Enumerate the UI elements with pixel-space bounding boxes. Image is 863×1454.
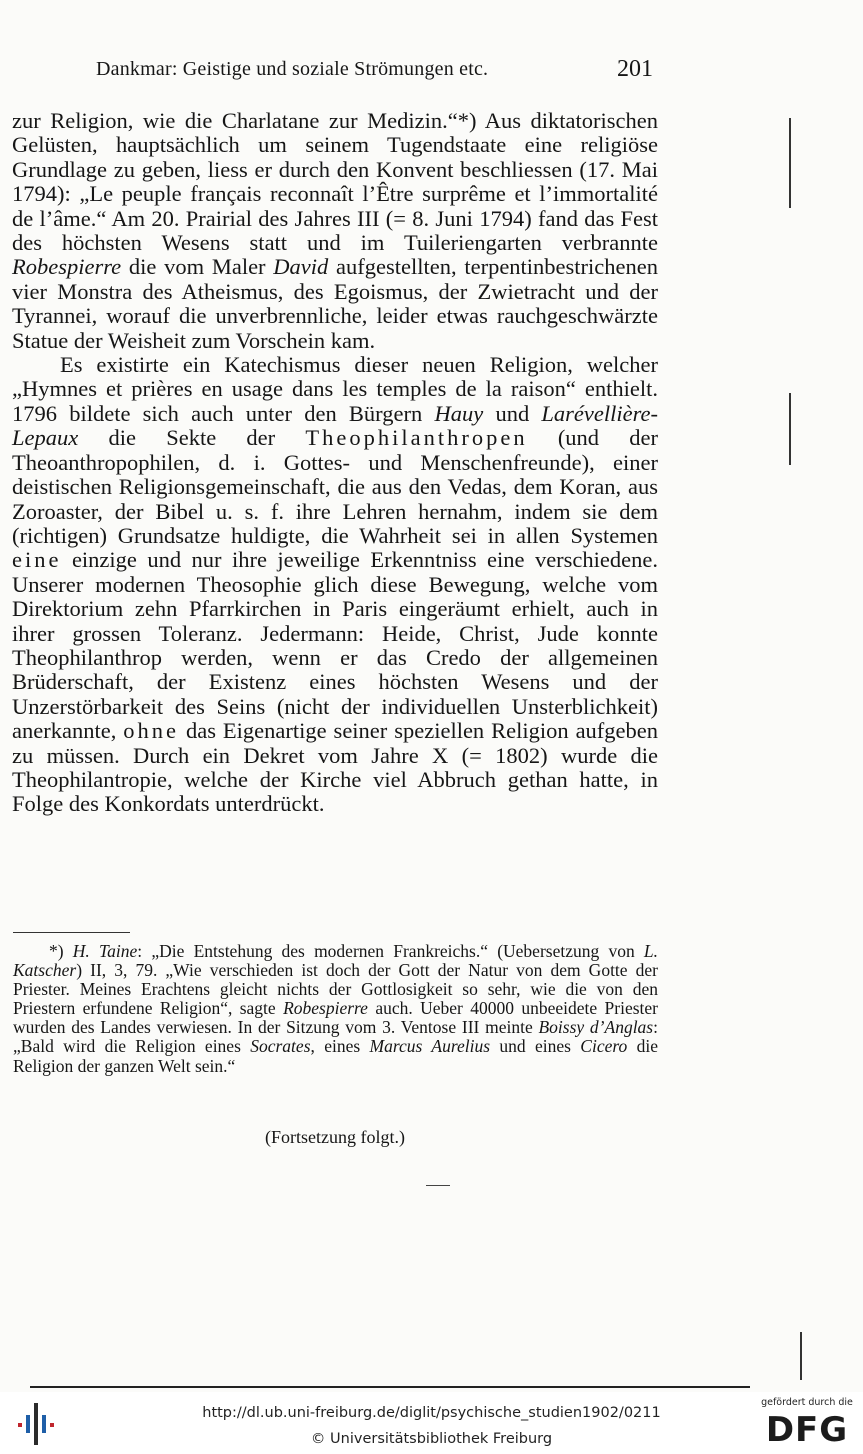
text-run: das Eigenartige seiner speziellen Religion aufgeben zu müssen. Durch ein Dekret vom Jahre X (= 1802) wurde die Theophilantropie, welche der Kirche viel Abbruch gethan hatte, in Folge des Konkordats unterdrückt. (12, 718, 659, 817)
person-name: Marcus Aurelius (369, 1036, 491, 1057)
text-run: Es existirte ein Katechismus dieser neuen Religion, welcher „Hymnes et prières en usage dans les temples de la raison“ enthielt. 1796 bildete sich auch unter den Bürgern (12, 352, 658, 426)
person-name: L. Katscher (13, 941, 659, 981)
continuation-note: (Fortsetzung folgt.) (265, 1127, 405, 1147)
person-name: Socrates (250, 1036, 311, 1057)
person-name: Hauy (434, 400, 484, 426)
text-run: zur Religion, wie die Charlatane zur Medizin.“*) Aus diktatorischen Gelüsten, hauptsächlich um seinem Tugendstaate eine religiöse Grundlage zu geben, liess er durch den Konvent beschliessen (17. Mai 1794): „Le peuple français reconnaît l’Être surprême et l’immortalité de l’âme.“ Am 20. Prairial des Jahres III (= 8. Juni 1794) fand das Fest des höchsten Wesens statt und im Tuileriengarten verbrannte (12, 108, 658, 256)
footnote-rule (13, 932, 130, 933)
dfg-logo: DFG (765, 1410, 849, 1450)
footnote-text (13, 942, 658, 1076)
end-dash (426, 1185, 450, 1186)
text-run: die vom Maler (128, 254, 266, 280)
paragraph-2 (12, 353, 658, 817)
text-run: : „Die Entstehung des modernen Frankreichs.“ (Uebersetzung von (137, 941, 635, 961)
text-run: und eines (499, 1036, 571, 1057)
footnote-mark: *) (49, 941, 64, 961)
text-run: aufgestellten, terpentinbestrichenen vier Monstra des Atheismus, des Egoismus, der Zwietracht und der Tyrannei, worauf die unverbrennliche, leider etwas rauchgeschwärzte Statue der Weisheit zum Vorschein kam. (12, 254, 659, 353)
text-run: die Religion der ganzen Welt sein.“ (13, 1036, 659, 1076)
spaced-emphasis: Theophilanthropen (305, 425, 528, 451)
footnote (13, 942, 658, 1076)
person-name: Larévellière-Lepaux (12, 400, 659, 451)
text-run: (und der Theoanthropophilen, d. i. Gottes- und Menschenfreunde), einer deistischen Religionsgemeinschaft, die aus den Vedas, dem Koran, aus Zoroaster, der Bibel u. s. f. ihre Lehren hernahm, indem sie dem (richtigen) Grundsatze huldigte, die Wahrheit sei in allen Systemen (12, 425, 659, 548)
person-name: Boissy d’Anglas (538, 1017, 654, 1038)
running-title: Dankmar: Geistige und soziale Strömungen etc. (96, 58, 489, 80)
scan-bottom-edge (30, 1386, 750, 1388)
text-run: auch. Ueber 40000 unbeeidete Priester wurden des Landes verwiesen. In der Sitzung vom 3. Ventose III meinte (13, 998, 659, 1038)
person-name: Cicero (580, 1036, 628, 1057)
person-name: David (273, 254, 329, 280)
text-run: ) II, 3, 79. „Wie verschieden ist doch der Gott der Natur von dem Gotte der Priester. Meines Erachtens gleicht nichts der Gottlosigkeit so sehr, wie die von den Priestern erfundene Religion“, sagte (13, 960, 658, 1019)
dfg-badge (757, 1397, 857, 1452)
copyright-notice: © Universitätsbibliothek Freiburg (310, 1431, 553, 1447)
text-run: : „Bald wird die Religion eines (13, 1017, 658, 1057)
text-run: und (495, 400, 530, 426)
dfg-caption: gefördert durch die (761, 1397, 853, 1408)
person-name: Robespierre (283, 998, 368, 1019)
main-text (12, 109, 658, 817)
scan-margin-mark (800, 1332, 802, 1380)
text-run: , eines (310, 1036, 361, 1057)
text-run: einzige und nur ihre jeweilige Erkenntniss eine verschiedene. Unserer modernen Theosophie glich diese Bewegung, welche vom Direktorium zehn Pfarrkirchen in Paris eingeräumt erhielt, auch in ihrer grossen Toleranz. Jedermann: Heide, Christ, Jude konnte Theophilanthrop werden, wenn er das Credo der allgemeinen Brüderschaft, der Existenz eines höchsten Wesens und der Unzerstörbarkeit des Seins (nicht der individuellen Unsterblichkeit) anerkannte, (12, 547, 659, 744)
scan-margin-mark (789, 118, 791, 208)
scan-margin-mark (789, 393, 791, 465)
spaced-emphasis: ohne (123, 718, 180, 744)
paragraph-1 (12, 109, 658, 353)
permalink-url[interactable]: http://dl.ub.uni-freiburg.de/diglit/psychische_studien1902/0211 (202, 1405, 661, 1421)
person-name: H. Taine (72, 941, 138, 961)
spaced-emphasis: eine (12, 547, 62, 573)
page-number: 201 (617, 56, 653, 82)
text-run: die Sekte der (108, 425, 276, 451)
person-name: Robespierre (12, 254, 122, 280)
